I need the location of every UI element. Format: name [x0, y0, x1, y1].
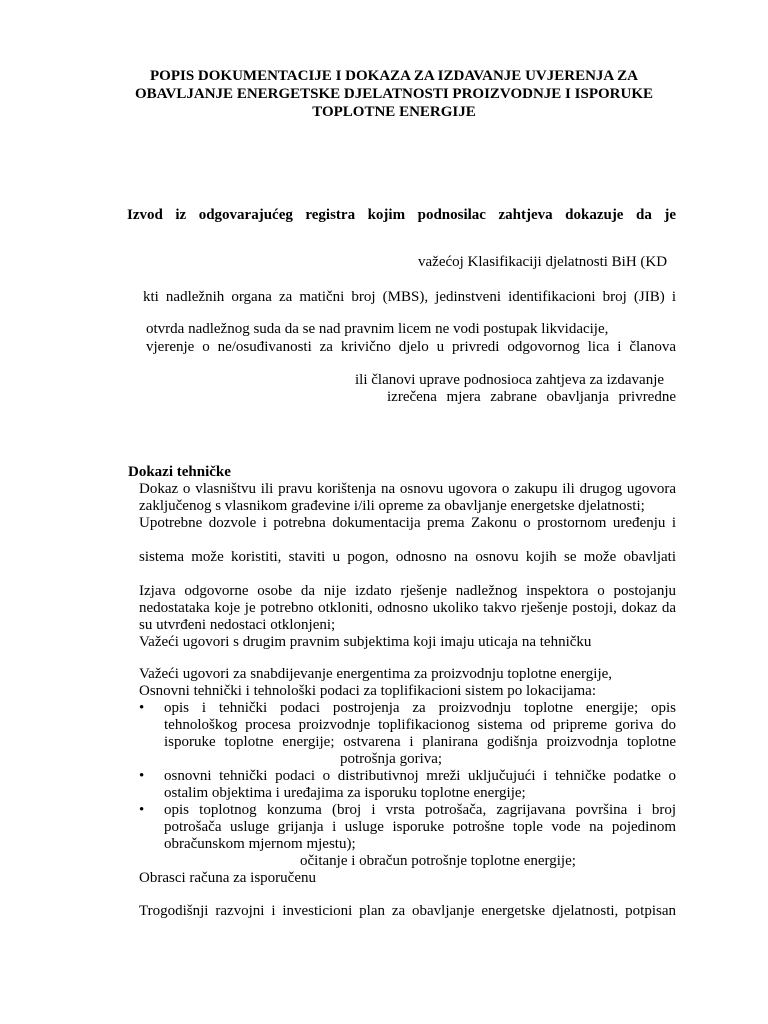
- document-title-line-3: TOPLOTNE ENERGIJE: [312, 104, 476, 120]
- ban-measure-line: izrečena mjera zabrane obavljanja privredne: [387, 389, 676, 405]
- document-title-line-2: OBAVLJANJE ENERGETSKE DJELATNOSTI PROIZVODNJE I ISPORUKE: [134, 86, 653, 102]
- court-confirmation-line: otvrda nadležnog suda da se nad pravnim licem ne vodi postupak likvidacije,: [146, 321, 609, 337]
- statement-line-1: Izjava odgovorne osobe da nije izdato rješenje nadležnog inspektora o postojanju: [139, 583, 676, 599]
- bullet-3-line-2: potrošača usluge grijanja i usluge isporuke potrošne tople vode na pojedinom: [164, 819, 676, 835]
- document-title-line-1: POPIS DOKUMENTACIJE I DOKAZA ZA IZDAVANJE UVJERENJA ZA: [150, 68, 638, 84]
- statement-line-3: su utvrđeni nedostaci otklonjeni;: [139, 617, 336, 633]
- kd-classification-line: važećoj Klasifikaciji djelatnosti BiH (KD: [418, 254, 668, 270]
- ownership-proof-line-2: zaključenog s vlasnikom građevine i/ili opreme za obavljanje energetske djelatnosti;: [139, 498, 645, 514]
- management-members-line: ili članovi uprave podnosioca zahtjeva za izdavanje: [355, 372, 665, 388]
- development-plan-line: Trogodišnji razvojni i investicioni plan za obavljanje energetske djelatnosti, potpisan: [139, 903, 676, 919]
- conviction-certificate-line: vjerenje o ne/osuđivanosti za krivično djelo u privredi odgovornog lica i članova: [146, 339, 676, 355]
- system-operation-line: sistema može koristiti, staviti u pogon, odnosno na osnovu kojih se može obavljati: [139, 549, 676, 565]
- mbs-jib-line: kti nadležnih organa za matični broj (MBS), jedinstveni identifikacioni broj (JIB) i: [143, 289, 676, 305]
- bullet-1-line-4: potrošnja goriva;: [340, 751, 443, 767]
- statement-line-2: nedostataka koje je potrebno otkloniti, odnosno ukoliko takvo rješenje postoji, dokaz da: [139, 600, 676, 616]
- bullet-1-line-3: isporuke toplotne energije; ostvarena i planirana godišnja proizvodnja toplotne: [164, 734, 676, 750]
- invoice-forms-line: Obrasci računa za isporučenu: [139, 870, 316, 886]
- bullet-1-marker: •: [139, 700, 145, 716]
- contracts-technical-line: Važeći ugovori s drugim pravnim subjektima koji imaju uticaja na tehničku: [139, 634, 592, 650]
- bullet-1-line-1: opis i tehnički podaci postrojenja za proizvodnju toplotne energije; opis: [164, 700, 676, 716]
- technical-evidence-heading: Dokazi tehničke: [128, 464, 231, 480]
- bullet-2-line-1: osnovni tehnički podaci o distributivnoj mreži uključujući i tehničke podatke o: [164, 768, 676, 784]
- bullet-3-marker: •: [139, 802, 145, 818]
- basic-technical-data-line: Osnovni tehnički i tehnološki podaci za toplifikacioni sistem po lokacijama:: [139, 683, 596, 699]
- registry-extract-heading: Izvod iz odgovarajućeg registra kojim podnosilac zahtjeva dokazuje da je: [127, 207, 676, 223]
- bullet-2-line-2: ostalim objektima i uređajima za isporuku toplotne energije;: [164, 785, 526, 801]
- bullet-1-line-2: tehnološkog procesa proizvodnje toplifikacionog sistema od pripreme goriva do: [164, 717, 676, 733]
- bullet-3-line-3: obračunskom mjernom mjestu);: [164, 836, 356, 852]
- bullet-3-line-4: očitanje i obračun potrošnje toplotne energije;: [300, 853, 576, 869]
- permits-line: Upotrebne dozvole i potrebna dokumentacija prema Zakonu o prostornom uređenju i: [139, 515, 676, 531]
- bullet-2-marker: •: [139, 768, 145, 784]
- ownership-proof-line-1: Dokaz o vlasništvu ili pravu korištenja na osnovu ugovora o zakupu ili drugog ugovora: [139, 481, 676, 497]
- bullet-3-line-1: opis toplotnog konzuma (broj i vrsta potrošača, zagrijavana površina i broj: [164, 802, 676, 818]
- energy-supply-contracts-line: Važeći ugovori za snabdijevanje energentima za proizvodnju toplotne energije,: [139, 666, 613, 682]
